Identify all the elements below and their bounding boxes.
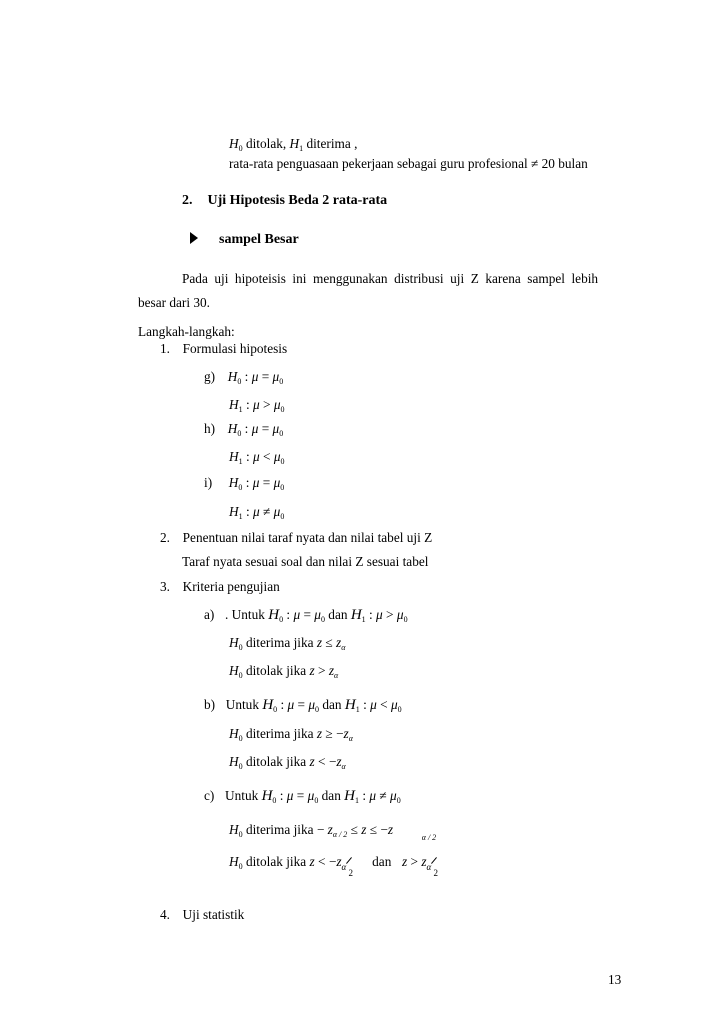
triangle-bullet-icon (190, 232, 198, 244)
criteria-b: b) Untuk $H_0$ : $\mu = \mu_0$ dan $H_1$ : $\mu < \mu_0$ (204, 697, 402, 714)
hypothesis-h-h0: h) $H_0$ : $\mu = \mu_0$ (204, 421, 284, 438)
criteria-c: c) Untuk $H_0$ : $\mu = \mu_0$ dan $H_1$ : $\mu \ne \mu_0$ (204, 788, 401, 805)
step-2-detail: Taraf nyata sesuai soal dan nilai Z sesuai tabel (182, 554, 429, 569)
criteria-b-reject: $H_0$ ditolak jika $z < -z_\alpha$ (229, 754, 346, 771)
paragraph-line-1: Pada uji hipoteisis ini menggunakan distribusi uji Z karena sampel lebih (182, 271, 599, 286)
criteria-a-accept: $H_0$ diterima jika $z \le z_\alpha$ (229, 635, 346, 652)
subsection-heading: sampel Besar (190, 231, 299, 249)
page-number: 13 (608, 972, 622, 987)
criteria-a-reject: $H_0$ ditolak jika $z > z_\alpha$ (229, 663, 339, 680)
alpha-over-2-fraction: α 2 (427, 856, 441, 874)
step-2: 2. Penentuan nilai taraf nyata dan nilai tabel uji Z (160, 530, 433, 545)
step-1: 1. Formulasi hipotesis (160, 341, 288, 356)
criteria-b-accept: $H_0$ diterima jika $z \ge -z_\alpha$ (229, 726, 353, 743)
top-line-2: rata-rata penguasaan pekerjaan sebagai guru profesional ≠ 20 bulan (229, 156, 588, 171)
criteria-a: a) . Untuk $H_0$ : $\mu = \mu_0$ dan $H_1$ : $\mu > \mu_0$ (204, 607, 408, 624)
paragraph-line-2: besar dari 30. (138, 295, 210, 310)
criteria-c-reject: $H_0$ ditolak jika z < −z α 2 dan z > z α 2 (229, 853, 441, 876)
hypothesis-i-h1: $H_1$ : $\mu \ne \mu_0$ (229, 504, 285, 521)
hypothesis-h-h1: $H_1$ : $\mu < \mu_0$ (229, 449, 285, 466)
step-4: 4. Uji statistik (160, 907, 245, 922)
steps-heading: Langkah-langkah: (138, 324, 235, 339)
step-3: 3. Kriteria pengujian (160, 579, 280, 594)
hypothesis-g-h0: g) $H_0$ : $\mu = \mu_0$ (204, 369, 284, 386)
hypothesis-i-h0: i) $H_0$ : $\mu = \mu_0$ (204, 475, 285, 492)
criteria-c-accept: $H_0$ diterima jika − $z_{\alpha / 2} \le z \le -z$ $_{\alpha / 2}$ (229, 822, 437, 842)
top-line-1: $H_0$ ditolak, $H_1$ diterima , (229, 136, 358, 153)
alpha-over-2-fraction: α 2 (342, 856, 356, 874)
section-2-heading: 2. Uji Hipotesis Beda 2 rata-rata (182, 193, 388, 208)
hypothesis-g-h1: $H_1$ : $\mu > \mu_0$ (229, 397, 285, 414)
